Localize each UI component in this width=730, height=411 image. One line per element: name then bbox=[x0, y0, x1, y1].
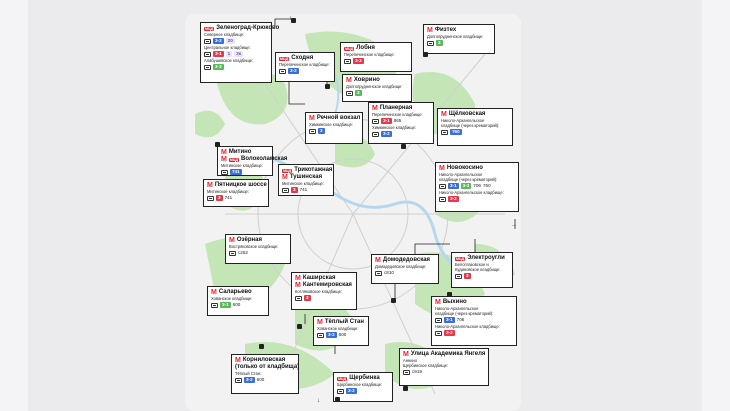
cemetery-label: Котляковское кладбище: bbox=[295, 289, 343, 294]
card-shchelkovskaya[interactable] bbox=[437, 108, 513, 146]
route-badge: 1 bbox=[227, 51, 231, 56]
station-name: Выхино bbox=[442, 299, 467, 305]
card-zelenograd[interactable] bbox=[200, 22, 280, 83]
cemetery-pin-icon bbox=[423, 52, 428, 57]
card-novokosino[interactable] bbox=[435, 162, 519, 212]
card-khovrino[interactable] bbox=[342, 74, 412, 102]
tram-icon bbox=[403, 370, 410, 375]
tram-icon bbox=[309, 129, 316, 134]
route-badge: 3-2 bbox=[246, 377, 253, 382]
route-badge: 3 bbox=[438, 40, 441, 45]
route-number: 600 bbox=[256, 377, 265, 382]
card-ozernaya[interactable] bbox=[225, 234, 291, 264]
station-name: Митино bbox=[228, 149, 252, 155]
cemetery-label: Тёплый Стан: bbox=[235, 371, 262, 376]
route-badge: 3-3 bbox=[355, 58, 362, 63]
cemetery-pin-icon bbox=[297, 324, 302, 329]
route-badge: 3-1 bbox=[215, 51, 222, 56]
route-badge: 3-3 bbox=[215, 64, 222, 69]
metro-logo-icon: М bbox=[439, 165, 445, 172]
tram-icon bbox=[295, 296, 302, 301]
metro-logo-icon: М bbox=[375, 257, 381, 264]
metro-logo-icon: М bbox=[372, 105, 378, 112]
tram-icon bbox=[439, 197, 446, 202]
tram-icon bbox=[221, 170, 228, 175]
tram-icon bbox=[427, 41, 434, 46]
metro-logo-icon: М bbox=[309, 115, 315, 122]
route-badge: 3-2 bbox=[290, 68, 297, 73]
metro-logo-icon: М bbox=[235, 357, 241, 364]
card-mitino[interactable] bbox=[217, 146, 288, 176]
route-badge: 3-2 bbox=[215, 38, 222, 43]
cemetery-label: Долгопрудненское кладбище: bbox=[346, 84, 403, 89]
cemetery-label: Перепечинское кладбище: bbox=[279, 62, 330, 67]
route-badge: 3-1 bbox=[383, 118, 390, 123]
metro-logo-icon: М bbox=[221, 156, 227, 163]
tram-icon bbox=[372, 119, 379, 124]
station-name: Трикотажная bbox=[294, 167, 333, 173]
tram-icon bbox=[204, 39, 211, 44]
card-salaryevo[interactable] bbox=[207, 286, 269, 316]
station-name: Волоколамская bbox=[241, 156, 288, 162]
tram-icon bbox=[375, 271, 382, 276]
cemetery-label: Митинское кладбище: bbox=[221, 163, 263, 168]
metro-logo-icon: М bbox=[346, 77, 352, 84]
cemetery-pin-icon bbox=[391, 298, 396, 303]
card-kashirskaya[interactable] bbox=[291, 272, 357, 310]
route-badge: 3-2 bbox=[446, 330, 453, 335]
tram-icon bbox=[279, 69, 286, 74]
metro-logo-icon: М bbox=[221, 149, 227, 156]
route-badge: 3 bbox=[306, 295, 309, 300]
station-name: Саларьево bbox=[218, 289, 252, 295]
station-name: Сходня bbox=[291, 55, 314, 61]
cemetery-label: Кудиновское кладбище: bbox=[455, 267, 501, 272]
station-name: Речной вокзал bbox=[316, 115, 361, 121]
cemetery-pin-icon bbox=[325, 84, 330, 89]
tram-icon bbox=[455, 274, 462, 279]
tram-icon bbox=[317, 333, 324, 338]
station-name: Ховрино bbox=[353, 77, 380, 83]
route-badge: 3 bbox=[218, 195, 221, 200]
route-badge: 3-1 bbox=[450, 183, 457, 188]
card-elektrougli[interactable] bbox=[451, 252, 513, 288]
route-number: 741 bbox=[299, 187, 308, 192]
station-name-2: Аннино bbox=[403, 358, 418, 363]
cemetery-label: кладбище (через крематорий): bbox=[439, 177, 498, 182]
route-badge: 3-2 bbox=[450, 196, 457, 201]
cemetery-label: Митинское кладбище: bbox=[207, 189, 249, 194]
station-name: Каширская bbox=[302, 275, 336, 281]
station-name: Улица Академика Янгеля bbox=[410, 351, 486, 357]
cemetery-label: Белоглазовское и bbox=[455, 262, 489, 267]
cemetery-pin-icon bbox=[447, 292, 452, 297]
card-rechnoy[interactable] bbox=[305, 112, 363, 144]
tram-icon bbox=[282, 188, 289, 193]
tram-icon bbox=[441, 130, 448, 135]
cemetery-label: Николо-Архангельское bbox=[435, 306, 479, 311]
station-name: Озёрная bbox=[236, 237, 262, 243]
cemetery-label: Перепечинское кладбище: bbox=[372, 112, 423, 117]
station-note: (только от кладбища) bbox=[235, 364, 300, 370]
metro-logo-icon: М bbox=[229, 237, 235, 244]
card-vykhino[interactable] bbox=[431, 296, 517, 346]
metro-logo-icon: М bbox=[211, 289, 217, 296]
card-yangel[interactable] bbox=[399, 348, 489, 386]
arrow-right-icon: → bbox=[511, 222, 517, 228]
right-margin bbox=[702, 0, 730, 411]
metro-logo-icon: М bbox=[403, 351, 409, 358]
route-number: 706 bbox=[456, 317, 465, 322]
route-badge: 760 bbox=[452, 129, 460, 134]
tram-icon bbox=[344, 59, 351, 64]
mcd-logo-icon: МЦД bbox=[229, 157, 239, 162]
station-name: Корниловская bbox=[242, 357, 286, 363]
tram-icon bbox=[207, 196, 214, 201]
cemetery-label: Николо-Архангельское bbox=[439, 172, 483, 177]
mcd-logo-icon: МЦД bbox=[338, 376, 347, 381]
card-lobnya[interactable] bbox=[340, 42, 412, 72]
station-name: Щербинка bbox=[349, 375, 380, 381]
tram-icon bbox=[435, 331, 442, 336]
route-badge: 3-1 bbox=[222, 302, 229, 307]
metro-logo-icon: М bbox=[282, 174, 288, 181]
mcd-logo-icon: МЦД bbox=[205, 26, 214, 31]
mcd-logo-icon: МЦД bbox=[456, 256, 465, 261]
cemetery-label: Щербинское кладбище: bbox=[337, 382, 383, 387]
mcd-logo-icon: МЦД bbox=[280, 56, 289, 61]
route-number: 600 bbox=[232, 302, 241, 307]
cemetery-label: Перепечинское кладбище: bbox=[344, 52, 395, 57]
station-name: Зеленоград-Крюково bbox=[216, 25, 280, 31]
metro-logo-icon: М bbox=[427, 27, 433, 34]
cemetery-label: Хованское кладбище: bbox=[317, 326, 359, 331]
tram-icon bbox=[439, 184, 446, 189]
cemetery-label: кладбище (через крематорий): bbox=[435, 311, 494, 316]
route-number: 600 bbox=[338, 332, 347, 337]
cemetery-label: Домодедовское кладбище: bbox=[375, 264, 427, 269]
cemetery-label: Щербинское кладбище: bbox=[403, 363, 449, 368]
cemetery-label: Востряковское кладбище: bbox=[229, 244, 279, 249]
station-name: Новокосино bbox=[446, 165, 483, 171]
route-badge: 3 bbox=[466, 273, 469, 278]
card-shcherbinka[interactable] bbox=[333, 372, 393, 402]
mcd-logo-icon: МЦД bbox=[283, 168, 292, 173]
cemetery-label: кладбище (через крематорий): bbox=[441, 123, 500, 128]
metro-logo-icon: М bbox=[435, 299, 441, 306]
left-margin bbox=[0, 0, 28, 411]
station-name: Планерная bbox=[379, 105, 413, 111]
card-teply-stan[interactable] bbox=[313, 316, 369, 346]
cemetery-label: Николо-Архангельское кладбище: bbox=[439, 190, 504, 195]
route-badge: 3-3 bbox=[462, 183, 470, 188]
route-number: 760 bbox=[482, 183, 491, 188]
route-number: 865 bbox=[393, 118, 402, 123]
cemetery-label: Долгопрудненское кладбище: bbox=[427, 34, 484, 39]
route-badge: 3 bbox=[293, 187, 296, 192]
route-badge: 20 bbox=[227, 38, 233, 43]
card-kornilovskaya[interactable] bbox=[231, 354, 299, 394]
metro-logo-icon: М bbox=[317, 319, 323, 326]
route-badge: 3-2 bbox=[328, 332, 335, 337]
station-name: Тёплый Стан bbox=[324, 319, 364, 325]
route-number: с810 bbox=[384, 270, 394, 275]
cemetery-pin-icon bbox=[259, 344, 264, 349]
station-name: Кантемировская bbox=[302, 282, 352, 288]
mcd-logo-icon: МЦД bbox=[345, 46, 354, 51]
cemetery-label: Алабушевское кладбище: bbox=[204, 58, 254, 63]
cemetery-label: Митинское кладбище: bbox=[282, 181, 324, 186]
metro-logo-icon: М bbox=[441, 111, 447, 118]
cemetery-label: Химкинское кладбище: bbox=[309, 122, 354, 127]
route-badge: 3-2 bbox=[383, 131, 390, 136]
tram-icon bbox=[235, 378, 242, 383]
cemetery-label: Николо-Архангельское кладбище: bbox=[435, 324, 500, 329]
card-planernaya[interactable] bbox=[368, 102, 434, 144]
tram-icon bbox=[337, 389, 344, 394]
metro-logo-icon: М bbox=[207, 182, 213, 189]
card-trikotazhnaya[interactable] bbox=[278, 164, 334, 196]
route-badge: 3-2 bbox=[348, 388, 355, 393]
station-name: Лобня bbox=[356, 45, 375, 51]
station-name: Физтех bbox=[434, 27, 457, 33]
map-poster bbox=[185, 14, 521, 411]
cemetery-pin-icon bbox=[403, 386, 408, 391]
cemetery-pin-icon bbox=[401, 144, 406, 149]
tram-icon bbox=[204, 52, 211, 57]
arrow-down-icon: ↓ bbox=[317, 398, 320, 404]
tram-icon bbox=[211, 303, 218, 308]
station-name: Тушинская bbox=[289, 174, 323, 180]
card-fiztekh[interactable] bbox=[423, 24, 495, 54]
card-domodedovskaya[interactable] bbox=[371, 254, 439, 284]
cemetery-label: Центральное кладбище: bbox=[204, 45, 251, 50]
cemetery-label: Химкинское кладбище: bbox=[372, 125, 417, 130]
cemetery-label: Хованское кладбище: bbox=[211, 296, 253, 301]
arrow-up-icon: ↑ bbox=[289, 16, 292, 22]
cemetery-label: Николо-Архангельское bbox=[441, 118, 485, 123]
tram-icon bbox=[204, 65, 211, 70]
route-number: с252 bbox=[238, 250, 248, 255]
card-pyatnitskoe[interactable] bbox=[203, 179, 269, 207]
metro-logo-icon: М bbox=[295, 282, 301, 289]
metro-logo-icon: М bbox=[295, 275, 301, 282]
cemetery-label: Северное кладбище: bbox=[204, 32, 245, 37]
route-badge: 2к bbox=[236, 51, 242, 56]
station-name: Домодедовская bbox=[382, 257, 431, 263]
cemetery-pin-icon bbox=[215, 142, 220, 147]
tram-icon bbox=[229, 251, 236, 256]
route-badge: 3 bbox=[357, 90, 360, 95]
tram-icon bbox=[372, 132, 379, 137]
route-badge: 3-1 bbox=[446, 317, 453, 322]
route-number: 706 bbox=[473, 183, 481, 188]
tram-icon bbox=[435, 318, 442, 323]
card-skhodnya[interactable] bbox=[275, 52, 335, 82]
cemetery-pin-icon bbox=[335, 397, 340, 402]
station-name: Щёлковская bbox=[448, 111, 486, 117]
route-badge: 3 bbox=[320, 128, 323, 133]
station-name: Пятницкое шоссе bbox=[214, 182, 267, 188]
route-number: с919 bbox=[412, 369, 422, 374]
route-number: 741 bbox=[224, 195, 233, 200]
tram-icon bbox=[346, 91, 353, 96]
station-name: Электроугли bbox=[467, 255, 505, 261]
route-badge: 741 bbox=[232, 169, 240, 174]
